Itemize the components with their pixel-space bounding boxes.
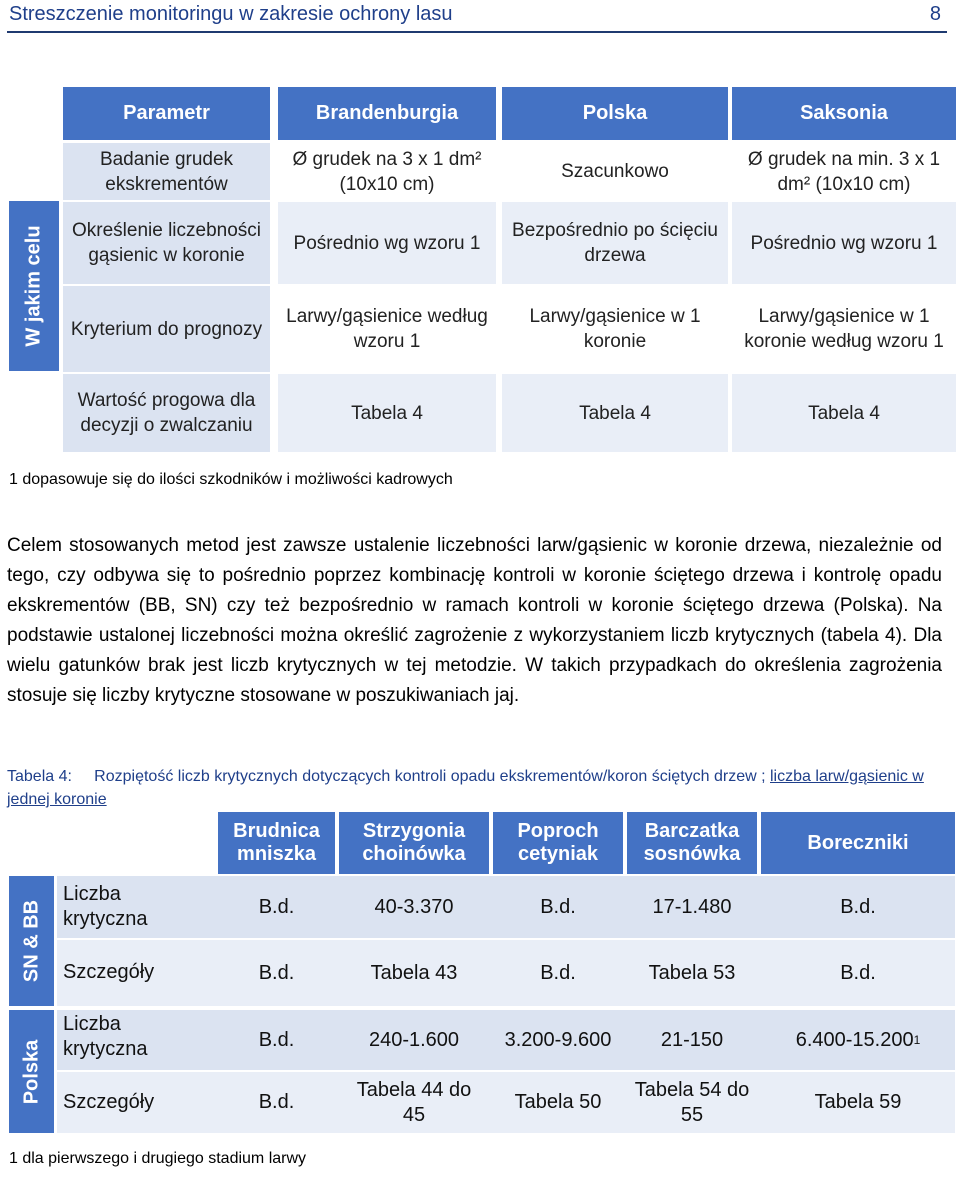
table1-side-label: W jakim celu bbox=[9, 201, 59, 371]
table2-col: Barczatka sosnówka bbox=[627, 812, 757, 874]
table1-cell: Tabela 4 bbox=[502, 374, 728, 452]
table2-group-label-polska: Polska bbox=[9, 1010, 54, 1133]
table2-cell: B.d. bbox=[840, 961, 876, 984]
table1-cell: Bezpośrednio po ścięciu drzewa bbox=[502, 202, 728, 284]
table2-row-label: Liczba krytyczna bbox=[63, 883, 148, 930]
table2-group-label-sn-bb: SN & BB bbox=[9, 876, 54, 1006]
table2-cell: B.d. bbox=[258, 895, 295, 918]
table2-cell: Tabela 54 do 55 bbox=[634, 1078, 750, 1126]
table2-cell: 6.400-15.200 1 bbox=[795, 1028, 921, 1051]
caption-label: Tabela 4: bbox=[7, 768, 72, 785]
page-header bbox=[7, 0, 947, 33]
table2-cell: B.d. bbox=[258, 961, 295, 984]
table2-row-label: Liczba krytyczna bbox=[63, 1013, 148, 1060]
table2-row-label: Szczegóły bbox=[63, 961, 155, 983]
table1-cell: Larwy/gąsienice według wzoru 1 bbox=[286, 306, 488, 352]
table2-cell: B.d. bbox=[840, 895, 876, 918]
table1-col-brandenburgia: Brandenburgia bbox=[278, 87, 496, 140]
footnote-marker: 1 bbox=[913, 1032, 921, 1047]
table2-col: Strzygonia choinówka bbox=[339, 812, 489, 874]
table2-col: Poproch cetyniak bbox=[493, 812, 623, 874]
table2-footnote: 1 dla pierwszego i drugiego stadium larwy bbox=[9, 1150, 307, 1167]
table2-cell: B.d. bbox=[540, 895, 576, 918]
table2-cell: Tabela 50 bbox=[514, 1091, 602, 1113]
table1-param-cell: Wartość progowa dla decyzji o zwalczaniu bbox=[63, 374, 270, 452]
table1-cell: Pośrednio wg wzoru 1 bbox=[732, 202, 956, 284]
table1-cell: Szacunkowo bbox=[561, 161, 669, 182]
table1-cell: Ø grudek na min. 3 x 1 dm² (10x10 cm) bbox=[747, 148, 941, 195]
table1-cell: Tabela 4 bbox=[732, 374, 956, 452]
table2-col: Boreczniki bbox=[761, 812, 955, 874]
table2-col: Brudnica mniszka bbox=[218, 812, 335, 874]
table2-cell: 40-3.370 bbox=[374, 895, 454, 918]
table2-cell: Tabela 59 bbox=[814, 1091, 902, 1113]
table2-cell: B.d. bbox=[540, 961, 576, 984]
table-caption bbox=[7, 765, 947, 811]
table2-cell: 3.200-9.600 bbox=[504, 1028, 612, 1051]
table1-col-polska: Polska bbox=[502, 87, 728, 140]
header-title: Streszczenie monitoringu w zakresie ochrony lasu bbox=[9, 3, 453, 25]
table2-cell: B.d. bbox=[258, 1028, 295, 1051]
table1-param-cell: Kryterium do prognozy bbox=[63, 286, 270, 372]
caption-underlined: liczba larw/gąsienic w jednej koronie bbox=[7, 768, 924, 808]
table2-cell: Tabela 44 do 45 bbox=[356, 1078, 472, 1126]
table1-cell: Larwy/gąsienice w 1 koronie według wzoru 1 bbox=[744, 306, 944, 352]
table1-cell: Tabela 4 bbox=[278, 374, 496, 452]
table2-cell: Tabela 53 bbox=[648, 961, 736, 984]
table2-cell: 21-150 bbox=[660, 1028, 724, 1051]
table1-footnote: 1 dopasowuje się do ilości szkodników i możliwości kadrowych bbox=[9, 471, 453, 488]
table2-row-label: Szczegóły bbox=[63, 1091, 155, 1113]
table1-param-cell: Badanie grudek ekskrementów bbox=[63, 143, 270, 200]
table2-cell: 17-1.480 bbox=[652, 895, 732, 918]
table1-col-parametr: Parametr bbox=[63, 87, 270, 140]
table1-cell: Larwy/gąsienice w 1 koronie bbox=[529, 306, 701, 352]
table1-col-saksonia: Saksonia bbox=[732, 87, 956, 140]
body-paragraph: Celem stosowanych metod jest zawsze ustalenie liczebności larw/gąsienic w koronie drzewa, niezależnie od tego, czy odbywa się to pośrednio poprzez kombinację kontroli w koronie ściętego drzewa i kontrolę opadu ekskrementów (BB, SN) czy też bezpośrednio w ramach kontroli w koronie ściętego drzewa (Polska). Na podstawie ustalonej liczebności można określić zagrożenie z wykorzystaniem liczb krytycznych (tabela 4). Dla wielu gatunków brak jest liczb krytycznych w tej metodzie. W takich przypadkach do określenia zagrożenia stosuje się liczby krytyczne stosowane w poszukiwaniach jaj. bbox=[7, 535, 942, 706]
table2-cell: B.d. bbox=[258, 1091, 295, 1113]
table1-cell: Ø grudek na 3 x 1 dm² (10x10 cm) bbox=[292, 148, 482, 195]
table1-cell: Pośrednio wg wzoru 1 bbox=[278, 202, 496, 284]
table2-cell: 240-1.600 bbox=[368, 1028, 460, 1051]
caption-text: Rozpiętość liczb krytycznych dotyczących kontroli opadu ekskrementów/koron ściętych drzew ; bbox=[94, 768, 770, 785]
table1-param-cell: Określenie liczebności gąsienic w koronie bbox=[63, 202, 270, 284]
page-number: 8 bbox=[929, 3, 941, 25]
table2-cell: Tabela 43 bbox=[370, 961, 458, 984]
